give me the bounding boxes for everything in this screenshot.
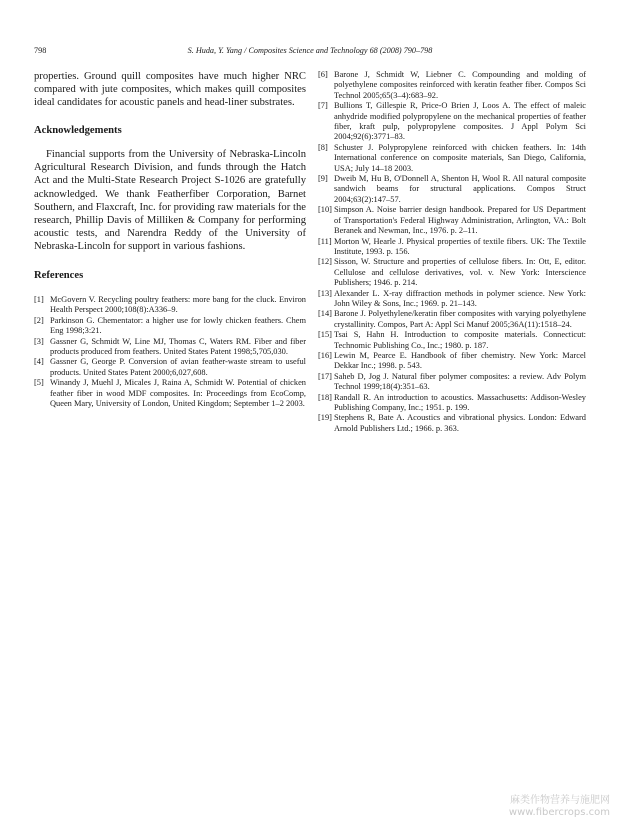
reference-item: [318, 237, 586, 258]
reference-item: [34, 295, 306, 316]
watermark-line-2: www.fibercrops.com: [508, 807, 610, 818]
reference-number: [7]: [318, 101, 328, 111]
reference-text: Tsai S, Hahn H. Introduction to composite materials. Connecticut: Technomic Publishing Co., Inc.; 1980. p. 187.: [334, 330, 586, 350]
watermark-line-1: 麻类作物营养与施肥网: [510, 795, 610, 806]
watermark: [509, 795, 610, 819]
reference-item: [318, 309, 586, 330]
reference-text: Dweib M, Hu B, O'Donnell A, Shenton H, Wool R. All natural composite sandwich beams for structural applications. Compos Struct 2004;63(2):147–57.: [334, 174, 586, 204]
reference-number: [4]: [34, 357, 44, 367]
reference-item: [318, 143, 586, 174]
reference-item: [318, 70, 586, 101]
reference-number: [19]: [318, 413, 332, 423]
reference-item: [318, 101, 586, 143]
right-column: [318, 70, 586, 434]
reference-item: [34, 378, 306, 409]
reference-item: [318, 372, 586, 393]
reference-text: Saheb D, Jog J. Natural fiber polymer composites: a review. Adv Polym Technol 1999;18(4):351–63.: [334, 371, 586, 392]
reference-number: [14]: [318, 309, 332, 319]
references-heading: References: [34, 270, 84, 282]
reference-number: [15]: [318, 330, 332, 340]
reference-item: [34, 316, 306, 337]
reference-text: Randall R. An introduction to acoustics. Massachusetts: Addison-Wesley Publishing Company, Inc.; 1951. p. 199.: [334, 392, 586, 412]
reference-number: [5]: [34, 378, 44, 388]
reference-text: Parkinson G. Chementator: a higher use for lowly chicken feathers. Chem Eng 1998;3:21.: [50, 315, 306, 336]
reference-item: [318, 257, 586, 288]
reference-text: Gassner G, George P. Conversion of avian feather-waste stream to useful products. United States Patent 2000;6,027,608.: [50, 357, 306, 377]
reference-item: [34, 337, 306, 358]
reference-item: [318, 351, 586, 372]
reference-text: Simpson A. Noise barrier design handbook. Prepared for US Department of Transportation's Federal Highway Administration, Arlington, VA.: Bolt Beranek and Newman, Inc., 1976. p. 2–11.: [334, 205, 586, 236]
reference-text: Barone J. Polyethylene/keratin fiber composites with varying polyethylene crystallinity. Compos, Part A: Appl Sci Manuf 2005;36A(11):1518–24.: [334, 309, 586, 329]
reference-number: [17]: [318, 371, 332, 381]
reference-text: Sisson, W. Structure and properties of cellulose fibers. In: Ott, E, editor. Cellulose and cellulose derivatives, vol. v. New York: Interscience Publishers; 1946. p. 214.: [334, 257, 586, 288]
left-column: [34, 70, 306, 410]
reference-number: [13]: [318, 288, 332, 298]
reference-text: Alexander L. X-ray diffraction methods in polymer science. New York: John Wiley & Sons, Inc.; 1969. p. 21–143.: [334, 288, 586, 308]
reference-item: [318, 393, 586, 414]
reference-item: [318, 413, 586, 434]
reference-number: [3]: [34, 336, 44, 346]
reference-number: [8]: [318, 142, 328, 152]
reference-text: Barone J, Schmidt W, Liebner C. Compounding and molding of polyethylene composites reinforced with keratin feather fiber. Compos Sci Technol 2005;65(3–4):683–92.: [334, 70, 586, 100]
acknowledgements-paragraph: Financial supports from the University of Nebraska-Lincoln Agricultural Research Division, and funds through the Hatch Act and the Multi-State Research Project S-1026 are gratefully acknowledged. We thank Featherfiber Corporation, Barnet Southern, and Flaxcraft, Inc. for providing raw materials for the research, Phillip Davis of Milliken & Company for performing acoustic tests, and Narendra Reddy of the University of Nebraska-Lincoln for support in various fashions.: [34, 149, 306, 252]
reference-text: Morton W, Hearle J. Physical properties of textile fibers. UK: The Textile Institute, 1993. p. 156.: [334, 236, 586, 256]
reference-text: Gassner G, Schmidt W, Line MJ, Thomas C, Waters RM. Fiber and fiber products produced from feathers. United States Patent 1998;5,705,030.: [50, 336, 306, 357]
reference-item: [34, 357, 306, 378]
acknowledgements-heading: Acknowledgements: [34, 125, 122, 137]
reference-number: [18]: [318, 392, 332, 402]
references-list-right: [318, 70, 586, 434]
running-head: S. Huda, Y. Yang / Composites Science and Technology 68 (2008) 790–798: [187, 46, 433, 55]
reference-text: Stephens R, Bate A. Acoustics and vibrational physics. London: Edward Arnold Publishers Ltd.; 1966. p. 363.: [334, 413, 586, 433]
reference-text: McGovern V. Recycling poultry feathers: more bang for the cluck. Environ Health Perspect 2000;108(8):A336–9.: [50, 295, 306, 315]
page-number: 798: [34, 46, 47, 55]
reference-number: [16]: [318, 350, 332, 360]
reference-number: [2]: [34, 315, 44, 325]
reference-number: [12]: [318, 257, 332, 267]
reference-item: [318, 289, 586, 310]
reference-text: Schuster J. Polypropylene reinforced with chicken feathers. In: 14th International conference on composite materials, San Diego, California, USA; July 14–18 2003.: [334, 142, 586, 173]
page-header: [34, 46, 586, 58]
reference-number: [1]: [34, 295, 44, 305]
reference-number: [11]: [318, 236, 332, 246]
reference-text: Lewin M, Pearce E. Handbook of fiber chemistry. New York: Marcel Dekkar Inc.; 1998. p. 543.: [334, 350, 586, 371]
continuation-paragraph: properties. Ground quill composites have much higher NRC compared with jute composites, which makes quill composites ideal candidates for acoustic panels and head-liner substrates.: [34, 71, 306, 109]
reference-text: Bullions T, Gillespie R, Price-O Brien J, Loos A. The effect of maleic anhydride modified polypropylene on the mechanical properties of feather fiber, kraft pulp, polypropylene composites. J Appl Polym Sci 2004;92(6):3771–83.: [334, 101, 586, 142]
reference-number: [10]: [318, 205, 332, 215]
reference-text: Winandy J, Muehl J, Micales J, Raina A, Schmidt W. Potential of chicken feather fiber in wood MDF composites. In: Proceedings from EcoComp, Queen Mary, University of London, United Kingdom; September 1–2 2003.: [50, 378, 306, 409]
reference-item: [318, 174, 586, 205]
reference-item: [318, 205, 586, 236]
reference-item: [318, 330, 586, 351]
reference-number: [9]: [318, 174, 328, 184]
reference-number: [6]: [318, 70, 328, 79]
references-list-left: [34, 295, 306, 409]
